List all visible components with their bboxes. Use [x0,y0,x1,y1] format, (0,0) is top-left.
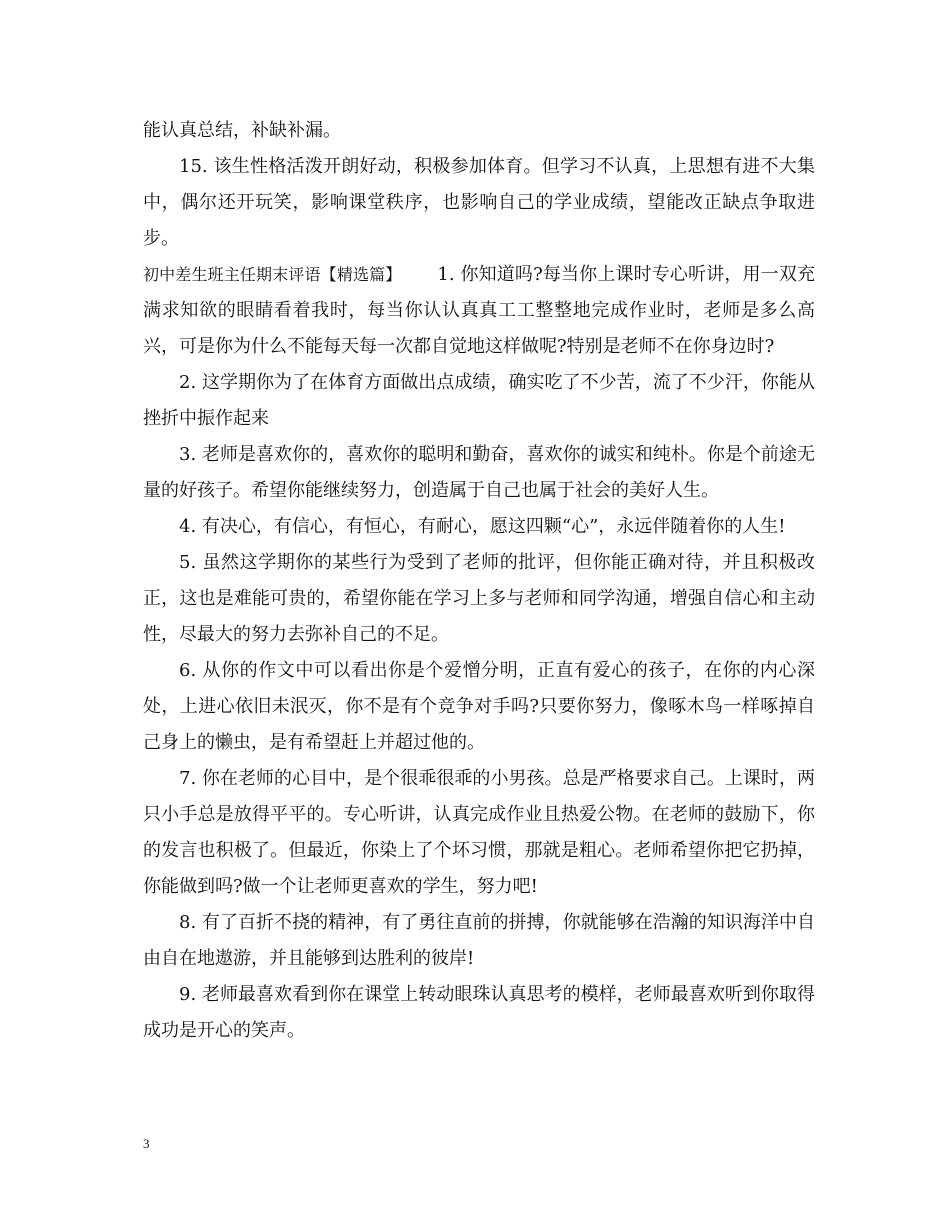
lead-paragraph: 能认真总结，补缺补漏。 [143,120,341,141]
comment-item-4: 4. 有决心，有信心，有恒心，有耐心，愿这四颗“心”，永远伴随着你的人生! [179,516,786,537]
document-body [143,113,815,1049]
comment-item-15: 15. 该生性格活泼开朗好动，积极参加体育。但学习不认真，上思想有进不大集中，偶尔还开玩笑，影响课堂秩序，也影响自己的学业成绩，望能改正缺点争取进步。 [143,156,815,249]
comment-item-5: 5. 虽然这学期你的某些行为受到了老师的批评，但你能正确对待，并且积极改正，这也是难能可贵的，希望你能在学习上多与老师和同学沟通，增强自信心和主动性，尽最大的努力去弥补自己的不足。 [143,552,815,645]
section-title: 初中差生班主任期末评语【精选篇】 [143,265,402,284]
comment-item-3: 3. 老师是喜欢你的，喜欢你的聪明和勤奋，喜欢你的诚实和纯朴。你是个前途无量的好孩子。希望你能继续努力，创造属于自己也属于社会的美好人生。 [143,444,815,501]
comment-item-7: 7. 你在老师的心目中，是个很乖很乖的小男孩。总是严格要求自己。上课时，两只小手总是放得平平的。专心听讲，认真完成作业且热爱公物。在老师的鼓励下，你的发言也积极了。但最近，你染上了个坏习惯，那就是粗心。老师希望你把它扔掉，你能做到吗?做一个让老师更喜欢的学生，努力吧! [143,768,815,897]
comment-item-8: 8. 有了百折不挠的精神，有了勇往直前的拼搏，你就能够在浩瀚的知识海洋中自由自在地遨游，并且能够到达胜利的彼岸! [143,912,815,969]
section-heading-line [143,257,815,365]
comment-item-2: 2. 这学期你为了在体育方面做出点成绩，确实吃了不少苦，流了不少汗，你能从挫折中振作起来 [143,372,815,429]
comment-item-6: 6. 从你的作文中可以看出你是个爱憎分明，正直有爱心的孩子，在你的内心深处，上进心依旧未泯灭，你不是有个竞争对手吗?只要你努力，像啄木鸟一样啄掉自己身上的懒虫，是有希望赶上并超过他的。 [143,660,815,753]
comment-item-1: 1. 你知道吗?每当你上课时专心听讲，用一双充满求知欲的眼睛看着我时，每当你认认真真工工整整地完成作业时，老师是多么高兴，可是你为什么不能每天每一次都自觉地这样做呢?特别是老师不在你身边时? [143,264,815,357]
page-number: 3 [143,1136,150,1151]
comment-item-9: 9. 老师最喜欢看到你在课堂上转动眼珠认真思考的模样，老师最喜欢听到你取得成功是开心的笑声。 [143,984,815,1041]
